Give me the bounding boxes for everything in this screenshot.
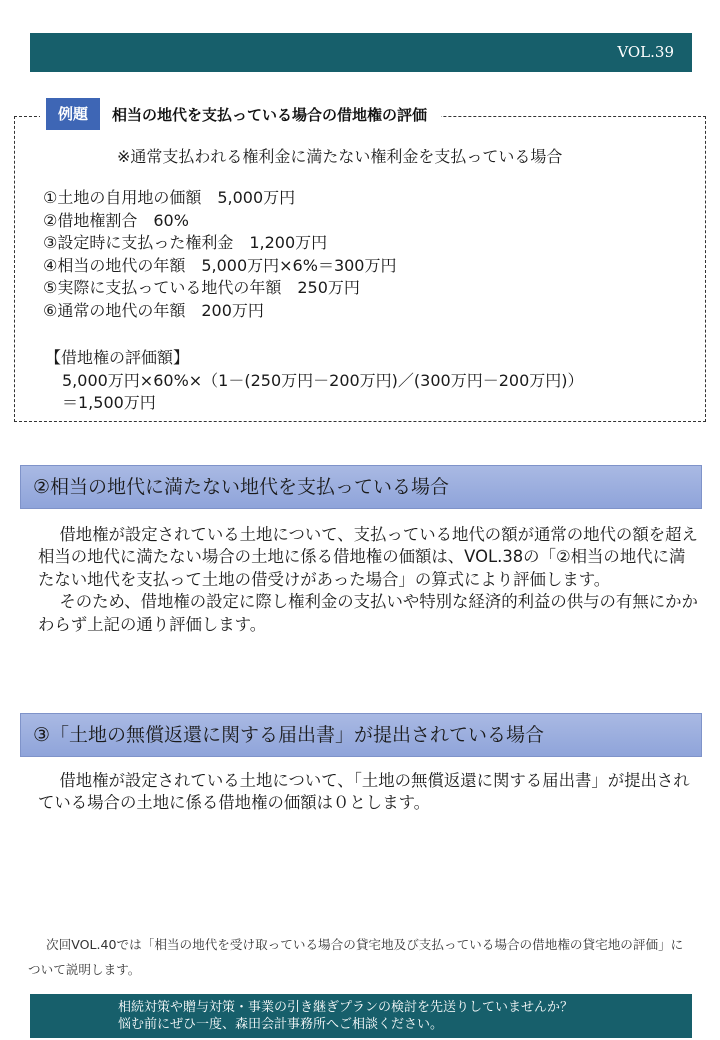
example-item-list [43, 187, 396, 323]
footer-line-2: 悩む前にぜひ一度、森田会計事務所へご相談ください。 [118, 1017, 444, 1032]
example-title [40, 98, 441, 130]
volume-label: VOL.39 [617, 43, 674, 61]
section-2-paragraph-1: 借地権が設定されている土地について、支払っている地代の額が通常の地代の額を超え相当の地代に満たない場合の土地に係る借地権の価額は、VOL.38の「②相当の地代に満たない地代を支払って土地の借受けがあった場合」の算式により評価します。 [38, 525, 698, 589]
section-3-body [38, 770, 700, 815]
evaluation-result: ＝1,500万円 [62, 393, 156, 412]
section-2-body [38, 524, 700, 636]
evaluation-title: 【借地権の評価額】 [45, 348, 190, 367]
list-item: ③設定時に支払った権利金 1,200万円 [43, 233, 328, 253]
section-3-heading: ③「土地の無償返還に関する届出書」が提出されている場合 [20, 713, 702, 757]
section-3-paragraph-1: 借地権が設定されている土地について、「土地の無償返還に関する届出書」が提出されている場合の土地に係る借地権の価額は０とします。 [38, 771, 690, 813]
header-bar [30, 33, 692, 72]
example-tag: 例題 [46, 98, 100, 130]
next-issue-text: 次回VOL.40では「相当の地代を受け取っている場合の貸宅地及び支払っている場合の借地権の貸宅地の評価」について説明します。 [28, 937, 684, 977]
section-2-paragraph-2: そのため、借地権の設定に際し権利金の支払いや特別な経済的利益の供与の有無にかかわらず上記の通り評価します。 [38, 592, 698, 634]
list-item: ⑤実際に支払っている地代の年額 250万円 [43, 278, 360, 298]
next-issue-note [28, 932, 693, 982]
list-item: ①土地の自用地の価額 5,000万円 [43, 188, 296, 207]
section-2-heading: ②相当の地代に満たない地代を支払っている場合 [20, 465, 702, 509]
evaluation-formula: 5,000万円×60%×（1－(250万円－200万円)／(300万円－200万円)） [62, 371, 584, 390]
footer-line-1: 相続対策や贈与対策・事業の引き継ぎプランの検討を先送りしていませんか？ [118, 1000, 574, 1015]
footer-bar [30, 994, 692, 1038]
example-heading: 相当の地代を支払っている場合の借地権の評価 [112, 105, 428, 124]
list-item: ④相当の地代の年額 5,000万円×6%＝300万円 [43, 255, 397, 275]
list-item: ②借地権割合 60% [43, 210, 189, 230]
example-note: ※通常支払われる権利金に満たない権利金を支払っている場合 [117, 147, 563, 166]
list-item: ⑥通常の地代の年額 200万円 [43, 300, 264, 320]
